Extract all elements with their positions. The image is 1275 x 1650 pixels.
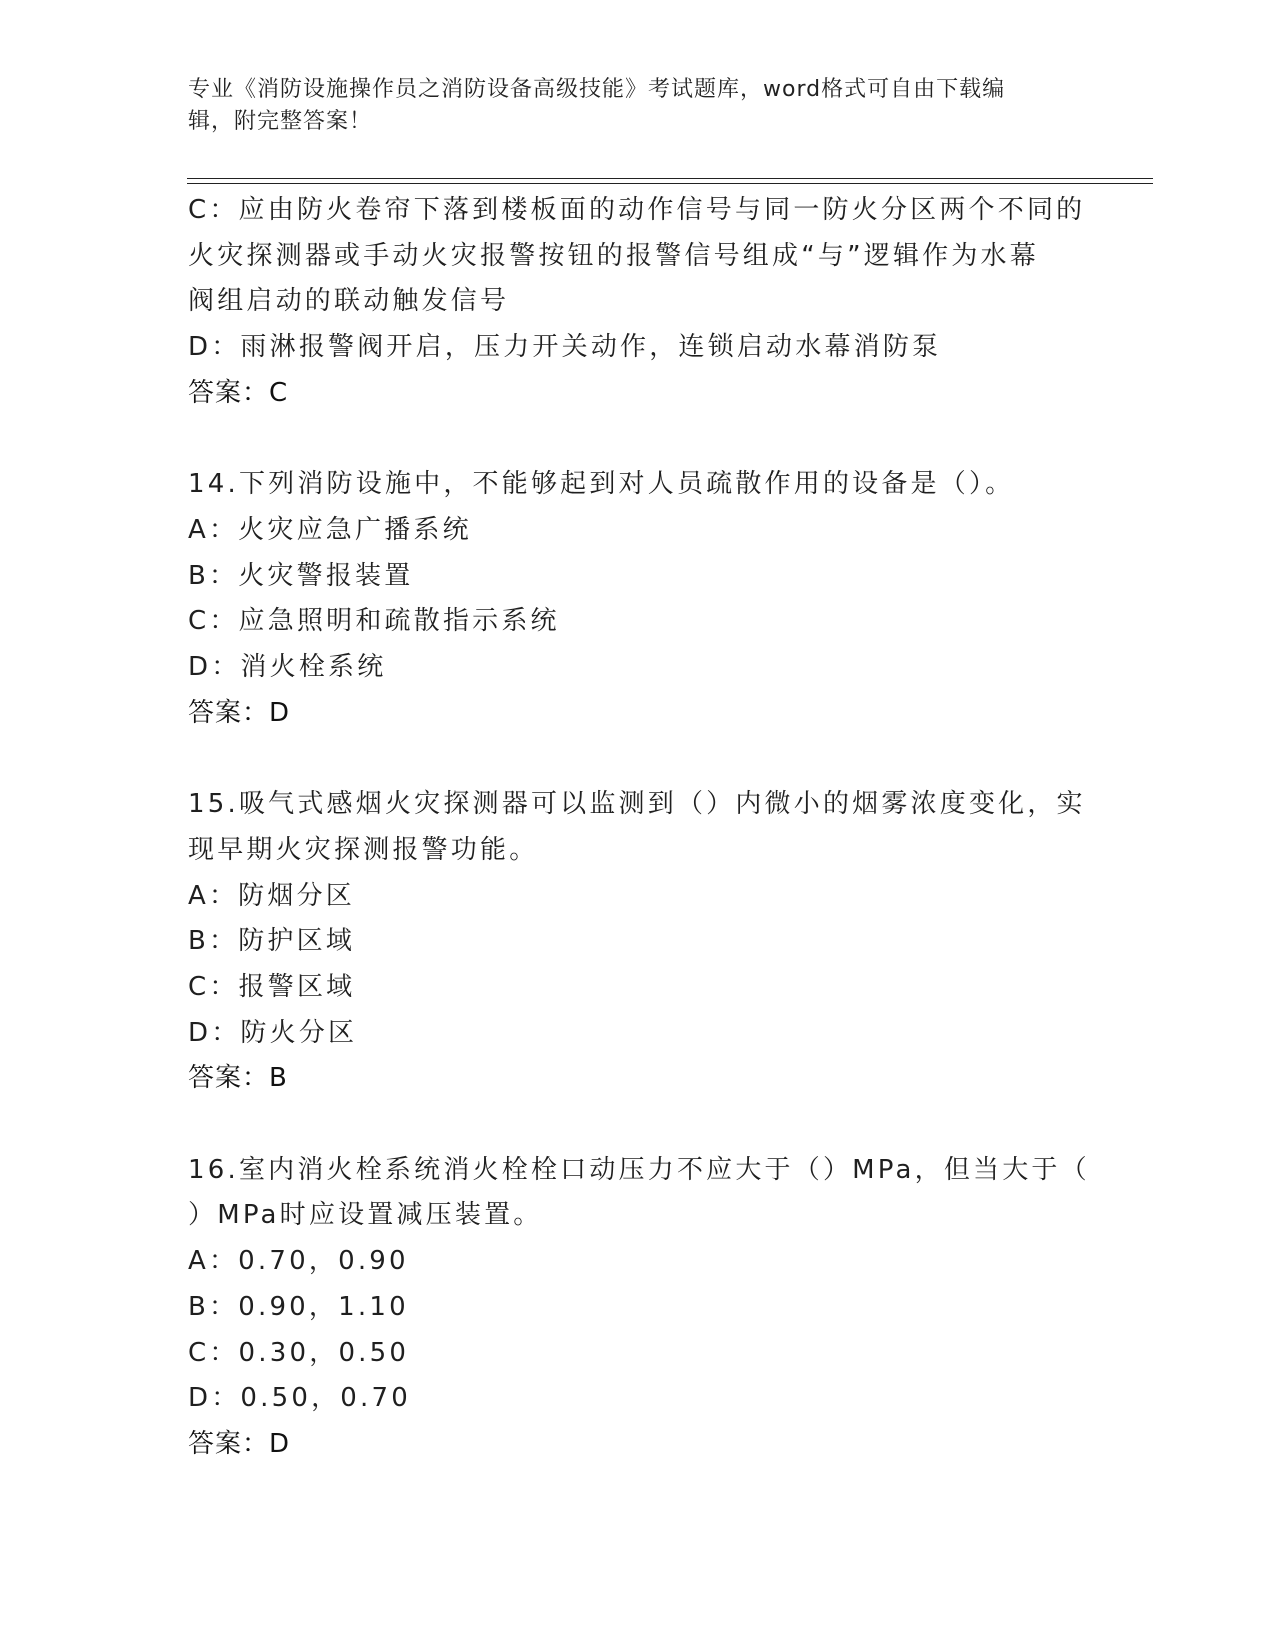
header-divider-bottom [187, 183, 1153, 184]
spacer [188, 1102, 1088, 1148]
option-a: A：防烟分区 [188, 880, 355, 911]
question-stem: 14.下列消防设施中，不能够起到对人员疏散作用的设备是（）。 [188, 469, 1015, 500]
spacer [188, 417, 1088, 463]
answer-line: 答案：D [188, 1428, 291, 1459]
question-stem-line-2: 现早期火灾探测报警功能。 [188, 834, 539, 865]
question-stem-line-1: 16.室内消火栓系统消火栓栓口动压力不应大于（）MPa，但当大于（ [188, 1154, 1090, 1185]
option-d: D：消火栓系统 [188, 652, 387, 683]
option-a: A：0.70，0.90 [188, 1246, 409, 1277]
question-14 [188, 462, 1088, 736]
question-stem-line-1: 15.吸气式感烟火灾探测器可以监测到（）内微小的烟雾浓度变化，实 [188, 789, 1086, 820]
option-b: B：防护区域 [188, 926, 356, 957]
continued-question [188, 188, 1088, 417]
answer-line: 答案：D [188, 697, 291, 728]
option-c-line-2: 火灾探测器或手动火灾报警按钮的报警信号组成“与”逻辑作为水幕 [188, 240, 1039, 271]
option-b: B：火灾警报装置 [188, 560, 414, 591]
option-c-line-1: C：应由防火卷帘下落到楼板面的动作信号与同一防火分区两个不同的 [188, 195, 1086, 225]
question-15 [188, 782, 1088, 1102]
question-16 [188, 1148, 1088, 1468]
header-line-1: 专业《消防设施操作员之消防设备高级技能》考试题库，word格式可自由下载编 [188, 77, 1006, 102]
option-d: D：雨淋报警阀开启，压力开关动作，连锁启动水幕消防泵 [188, 332, 942, 363]
answer-line: 答案：C [188, 377, 289, 408]
header-divider-top [187, 178, 1153, 179]
option-c-line-3: 阀组启动的联动触发信号 [188, 286, 510, 317]
option-c: C：应急照明和疏散指示系统 [188, 606, 560, 637]
option-d: D：防火分区 [188, 1017, 358, 1048]
document-header [188, 74, 1068, 138]
option-c: C：0.30，0.50 [188, 1337, 410, 1368]
option-c: C：报警区域 [188, 971, 356, 1002]
option-b: B：0.90，1.10 [188, 1291, 409, 1322]
question-stem-line-2: ）MPa时应设置减压装置。 [188, 1200, 543, 1231]
header-line-2: 辑，附完整答案！ [188, 109, 373, 134]
spacer [188, 736, 1088, 782]
question-content [188, 188, 1088, 1468]
option-a: A：火灾应急广播系统 [188, 514, 472, 545]
answer-line: 答案：B [188, 1063, 288, 1094]
option-d: D：0.50，0.70 [188, 1383, 412, 1414]
